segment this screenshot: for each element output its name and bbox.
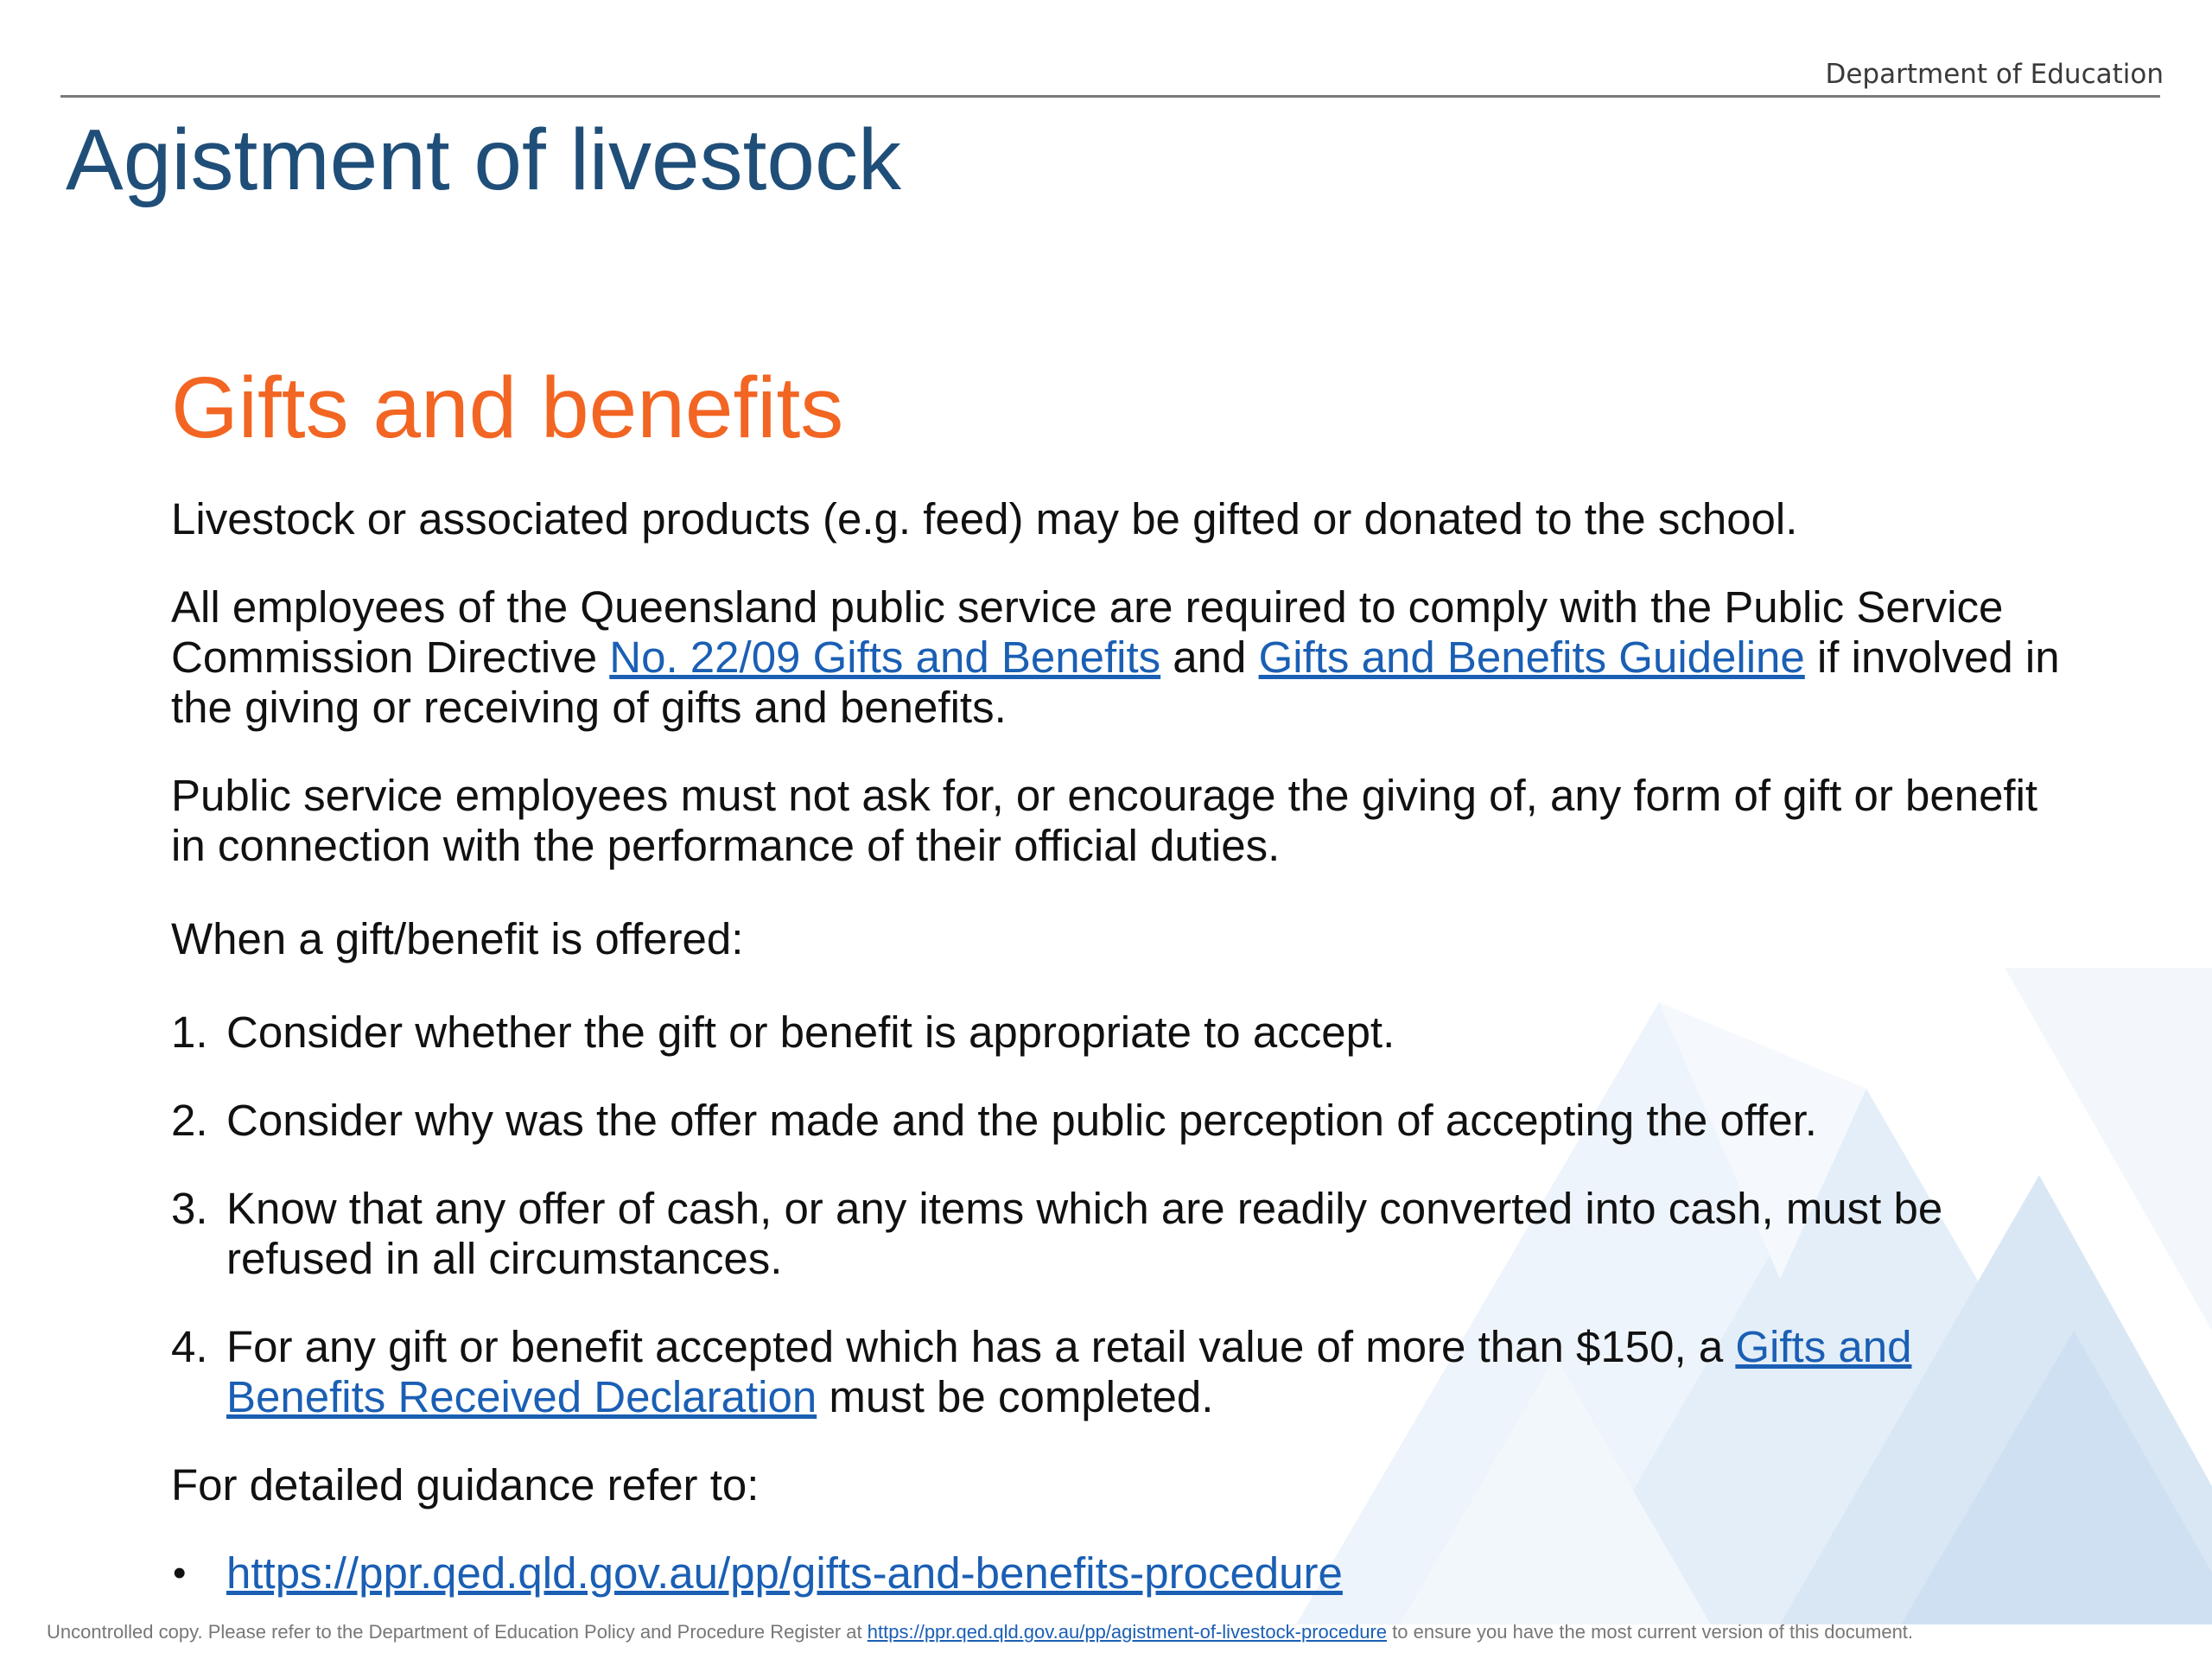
paragraph-when-offered: When a gift/benefit is offered: bbox=[171, 914, 744, 963]
step-item bbox=[171, 1322, 2072, 1422]
footer-text: Uncontrolled copy. Please refer to the Department of Education Policy and Procedure Register at bbox=[47, 1621, 868, 1643]
step-text: Know that any offer of cash, or any items which are readily converted into cash, must be refused in all circumstances. bbox=[226, 1184, 1943, 1283]
step-text-part: must be completed. bbox=[817, 1372, 1214, 1421]
footer-procedure-link[interactable]: https://ppr.qed.qld.gov.au/pp/agistment-of-livestock-procedure bbox=[867, 1621, 1388, 1643]
bullet-marker: • bbox=[173, 1552, 187, 1594]
step-number: 3. bbox=[171, 1184, 208, 1233]
directive-link[interactable]: No. 22/09 Gifts and Benefits bbox=[609, 632, 1161, 682]
footer-disclaimer bbox=[47, 1621, 1913, 1643]
paragraph-compliance bbox=[171, 582, 2072, 733]
guidance-list bbox=[171, 1548, 2072, 1599]
document-title: Agistment of livestock bbox=[66, 111, 902, 208]
guideline-link[interactable]: Gifts and Benefits Guideline bbox=[1258, 632, 1805, 682]
step-text: Consider whether the gift or benefit is appropriate to accept. bbox=[226, 1007, 1395, 1057]
paragraph-text: All employees of the Queensland public service are required to comply with the Public Service Commission Directive bbox=[171, 582, 2004, 682]
procedure-link[interactable]: https://ppr.qed.qld.gov.au/pp/gifts-and-benefits-procedure bbox=[226, 1548, 1343, 1598]
step-item bbox=[171, 1007, 2072, 1058]
paragraph-text: and bbox=[1160, 632, 1259, 682]
footer-text: to ensure you have the most current version of this document. bbox=[1387, 1621, 1914, 1643]
header-divider bbox=[60, 95, 2160, 98]
step-number: 1. bbox=[171, 1007, 208, 1057]
paragraph-restriction: Public service employees must not ask for, or encourage the giving of, any form of gift or benefit in connection with the performance of their official duties. bbox=[171, 771, 2038, 870]
paragraph-livestock: Livestock or associated products (e.g. feed) may be gifted or donated to the school. bbox=[171, 494, 1798, 543]
department-label: Department of Education bbox=[1825, 59, 2164, 90]
step-text-part: For any gift or benefit accepted which has a retail value of more than $150, a bbox=[226, 1322, 1736, 1371]
step-item bbox=[171, 1184, 2072, 1284]
step-item bbox=[171, 1096, 2072, 1146]
section-heading: Gifts and benefits bbox=[171, 359, 844, 456]
paragraph-guidance: For detailed guidance refer to: bbox=[171, 1460, 760, 1510]
step-text: Consider why was the offer made and the public perception of accepting the offer. bbox=[226, 1096, 1817, 1145]
step-text bbox=[226, 1322, 2072, 1422]
main-content bbox=[171, 359, 2072, 1599]
step-number: 2. bbox=[171, 1096, 208, 1145]
steps-list bbox=[171, 1007, 2072, 1422]
paragraph-text: if involved in the giving or receiving of gifts and benefits. bbox=[171, 632, 2060, 732]
declaration-link[interactable]: Gifts and Benefits Received Declaration bbox=[226, 1322, 1912, 1421]
step-number: 4. bbox=[171, 1322, 208, 1371]
guidance-item bbox=[171, 1548, 2072, 1599]
